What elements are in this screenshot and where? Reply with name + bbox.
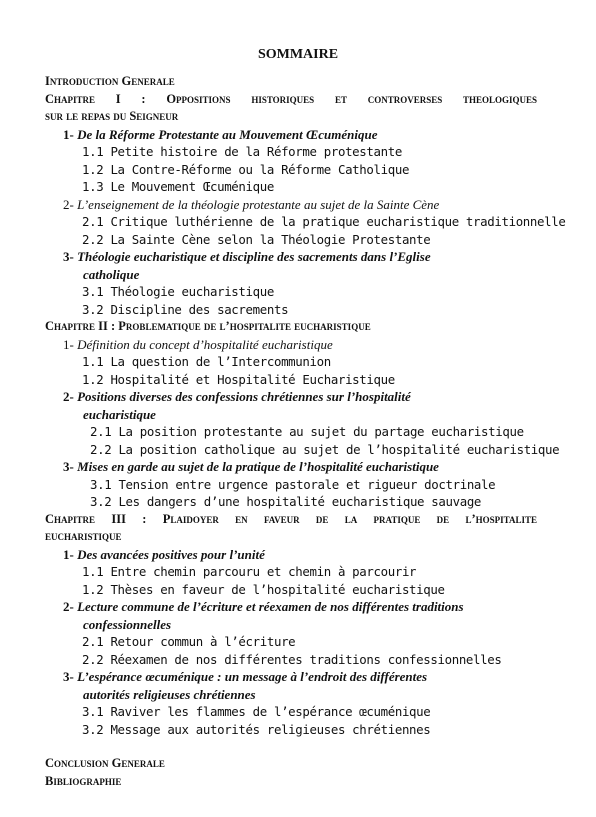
toc-heading [45, 755, 165, 772]
toc-section-title: Des avancées positives pour l’unité [77, 546, 265, 562]
toc-section [63, 668, 427, 685]
toc-subsection-title: 1.3 Le Mouvement Œcuménique [82, 179, 274, 194]
toc-subsection-title: 1.2 La Contre-Réforme ou la Réforme Catholique [82, 161, 410, 177]
toc-subsection [90, 493, 481, 510]
toc-heading-text: sur le repas du Seigneur [45, 109, 179, 123]
toc-subsection [82, 283, 274, 300]
toc-section [83, 266, 139, 283]
toc-subsection-title: 2.1 La position protestante au sujet du partage eucharistique [90, 424, 524, 439]
toc-section [83, 616, 171, 633]
toc-section-title: Définition du concept d’hospitalité eucharistique [77, 336, 333, 352]
toc-subsection-title: 3.1 Théologie eucharistique [82, 284, 274, 299]
toc-subsection [82, 213, 565, 230]
toc-section-title: L’espérance œcuménique : un message à l’endroit des différentes [77, 669, 428, 684]
toc-subsection-title: 1.2 Thèses en faveur de l’hospitalité eucharistique [82, 581, 445, 597]
toc-section-number: 2- [63, 196, 74, 212]
toc-section [63, 598, 464, 615]
toc-section-number: 1- [63, 126, 74, 142]
toc-section [63, 388, 411, 405]
toc-section-number: 2- [63, 389, 74, 404]
toc-section-number: 3- [63, 249, 74, 264]
toc-subsection-title: 2.1 Retour commun à l’écriture [82, 634, 296, 649]
toc-heading [45, 511, 537, 528]
toc-section [63, 336, 333, 353]
toc-section [63, 248, 431, 265]
toc-subsection [82, 353, 331, 370]
toc-heading [45, 91, 537, 108]
toc-heading [45, 318, 371, 335]
toc-section-title: confessionnelles [83, 616, 172, 632]
toc-subsection-title: 2.2 La Sainte Cène selon la Théologie Protestante [82, 231, 431, 247]
toc-subsection-title: 3.2 Les dangers d’une hospitalité eucharistique sauvage [90, 494, 482, 509]
toc-subsection-title: 3.1 Raviver les flammes de l’espérance œcuménique [82, 704, 431, 719]
toc-section-title: Lecture commune de l’écriture et réexamen de nos différentes traditions [77, 599, 464, 614]
toc-subsection [82, 143, 402, 160]
toc-subsection-title: 1.1 Petite histoire de la Réforme protestante [82, 144, 402, 159]
toc-subsection-title: 1.1 La question de l’Intercommunion [82, 354, 331, 369]
toc-heading-text: Bibliographie [45, 773, 122, 788]
toc-section-title: eucharistique [83, 406, 156, 422]
toc-subsection-title: 1.1 Entre chemin parcouru et chemin à parcourir [82, 564, 417, 579]
toc-subsection-title: 2.1 Critique luthérienne de la pratique eucharistique traditionnelle [82, 214, 566, 229]
toc-heading [45, 773, 121, 790]
toc-section-title: L’enseignement de la théologie protestante au sujet de la Sainte Cène [77, 196, 440, 212]
toc-subsection-title: 3.2 Discipline des sacrements [82, 301, 289, 317]
toc-section [63, 458, 439, 475]
toc-subsection [82, 231, 430, 248]
toc-heading [45, 528, 122, 545]
toc-heading-text: Chapitre I : Oppositions historiques et controverses theologiques [45, 91, 537, 106]
toc-heading-text: Introduction Generale [45, 74, 175, 88]
toc-subsection-title: 2.2 Réexamen de nos différentes traditions confessionnelles [82, 651, 502, 667]
toc-section [63, 196, 439, 213]
toc-subsection-title: 2.2 La position catholique au sujet de l’hospitalité eucharistique [90, 441, 560, 457]
toc-subsection [82, 633, 295, 650]
toc-subsection [82, 563, 416, 580]
toc-subsection [82, 161, 409, 178]
toc-section-title: Positions diverses des confessions chrétiennes sur l’hospitalité [77, 389, 411, 404]
toc-heading-text: Chapitre III : Plaidoyer en faveur de la pratique de l’hospitalite [45, 511, 537, 526]
toc-heading-text: Chapitre II : Problematique de l’hospitalite eucharistique [45, 319, 371, 333]
toc-heading-text: eucharistique [45, 529, 122, 543]
toc-section [63, 546, 265, 563]
toc-section-number: 1- [63, 336, 74, 352]
page-title: SOMMAIRE [257, 47, 339, 62]
toc-subsection [82, 721, 430, 738]
toc-subsection-title: 3.1 Tension entre urgence pastorale et rigueur doctrinale [90, 476, 496, 492]
toc-section-number: 3- [63, 669, 74, 684]
toc-section-title: autorités religieuses chrétiennes [83, 686, 256, 702]
toc-subsection [90, 441, 559, 458]
toc-section-title: Mises en garde au sujet de la pratique de l’hospitalité eucharistique [77, 459, 439, 474]
toc-section [83, 406, 156, 423]
toc-section-title: catholique [83, 266, 140, 282]
toc-section-number: 1- [63, 546, 74, 562]
toc-section-title: De la Réforme Protestante au Mouvement Œcuménique [77, 126, 378, 142]
toc-subsection [82, 371, 395, 388]
toc-subsection [82, 301, 288, 318]
toc-subsection-title: 3.2 Message aux autorités religieuses chrétiennes [82, 721, 431, 737]
toc-subsection [82, 178, 274, 195]
toc-heading [45, 73, 175, 90]
toc-section-title: Théologie eucharistique et discipline des sacrements dans l’Eglise [77, 249, 431, 264]
toc-subsection [90, 476, 495, 493]
toc-section-number: 2- [63, 599, 74, 614]
toc-subsection [82, 651, 501, 668]
toc-section-number: 3- [63, 459, 74, 474]
toc-subsection [90, 423, 524, 440]
toc-section [83, 686, 256, 703]
toc-heading [45, 108, 178, 125]
toc-subsection [82, 703, 430, 720]
toc-heading-text: Conclusion Generale [45, 756, 165, 770]
toc-subsection-title: 1.2 Hospitalité et Hospitalité Eucharistique [82, 371, 395, 387]
toc-section [63, 126, 378, 143]
toc-subsection [82, 581, 445, 598]
